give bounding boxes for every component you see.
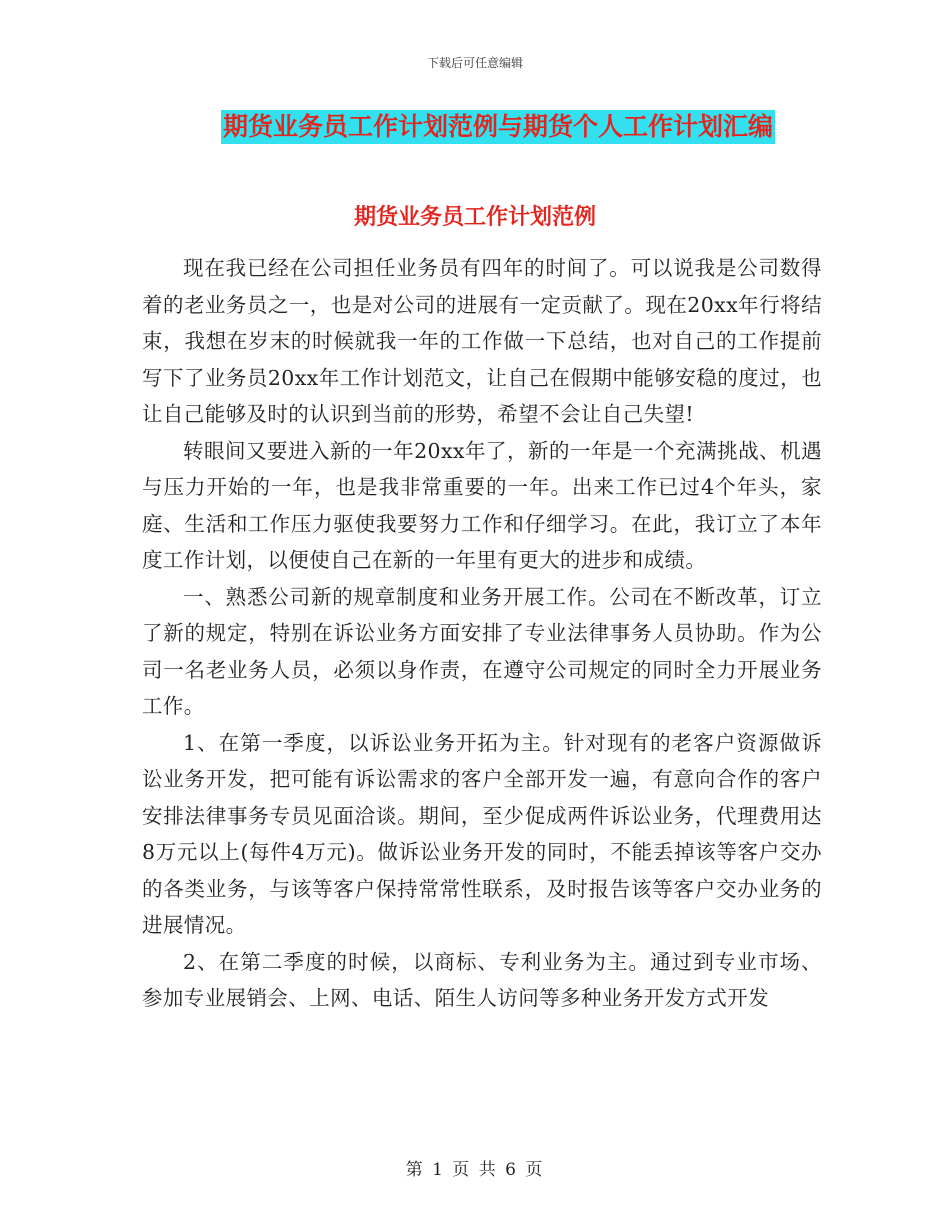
paragraph: 2、在第二季度的时候，以商标、专利业务为主。通过到专业市场、参加专业展销会、上网、电话、陌生人访问等多种业务开发方式开发	[142, 949, 822, 1010]
paragraph: 现在我已经在公司担任业务员有四年的时间了。可以说我是公司数得着的老业务员之一，也是对公司的进展有一定贡献了。现在20xx年行将结束，我想在岁末的时候就我一年的工作做一下总结，也对自己的工作提前写下了业务员20xx年工作计划范文，让自己在假期中能够安稳的度过，也让自己能够及时的认识到当前的形势，希望不会让自己失望!	[142, 256, 822, 426]
document-body	[142, 250, 822, 1017]
paragraph: 1、在第一季度，以诉讼业务开拓为主。针对现有的老客户资源做诉讼业务开发，把可能有诉讼需求的客户全部开发一遍，有意向合作的客户安排法律事务专员见面洽谈。期间，至少促成两件诉讼业务，代理费用达8万元以上(每件4万元)。做诉讼业务开发的同时，不能丢掉该等客户交办的各类业务，与该等客户保持常常性联系，及时报告该等客户交办业务的进展情况。	[142, 730, 822, 937]
section-title: 期货业务员工作计划范例	[353, 205, 596, 230]
paragraph: 转眼间又要进入新的一年20xx年了，新的一年是一个充满挑战、机遇与压力开始的一年，也是我非常重要的一年。出来工作已过4个年头，家庭、生活和工作压力驱使我要努力工作和仔细学习。在此，我订立了本年度工作计划，以便使自己在新的一年里有更大的进步和成绩。	[142, 438, 822, 572]
document-title: 期货业务员工作计划范例与期货个人工作计划汇编	[221, 110, 775, 144]
paragraph: 一、熟悉公司新的规章制度和业务开展工作。公司在不断改革，订立了新的规定，特别在诉讼业务方面安排了专业法律事务人员协助。作为公司一名老业务人员，必须以身作责，在遵守公司规定的同时全力开展业务工作。	[142, 584, 822, 718]
document-title-container	[0, 110, 950, 144]
page-number-footer: 第 1 页 共 6 页	[405, 1160, 545, 1180]
header-note: 下载后可任意编辑	[426, 56, 523, 70]
